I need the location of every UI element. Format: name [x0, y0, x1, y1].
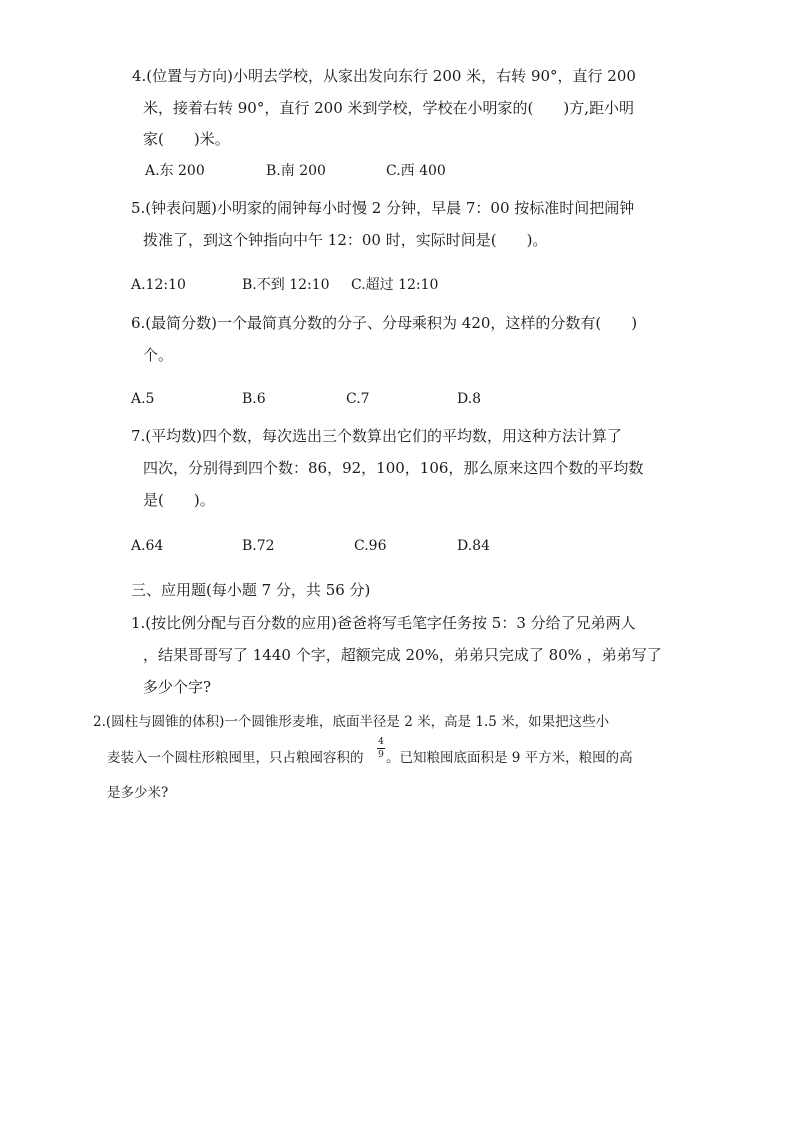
q6-option-b: B.6 — [242, 391, 266, 407]
q7-option-b: B.72 — [242, 538, 275, 554]
q4-option-a: A.东 200 — [145, 163, 205, 179]
q6-line-2: 个。 — [143, 346, 174, 364]
p2-line-2-end: 。已知粮囤底面积是 9 平方米，粮囤的高 — [386, 750, 633, 766]
q5-option-c: C.超过 12:10 — [351, 277, 439, 293]
q7-line-2: 四次，分别得到四个数：86，92，100，106，那么原来这四个数的平均数 — [143, 459, 644, 477]
q4-line-3: 家( )米。 — [143, 130, 230, 148]
p1-line-3: 多少个字? — [143, 678, 212, 696]
q7-line-3: 是( )。 — [143, 491, 215, 509]
q7-option-d: D.84 — [457, 538, 490, 554]
q7-option-c: C.96 — [354, 538, 387, 554]
q6-option-d: D.8 — [457, 391, 482, 407]
q5-option-b: B.不到 12:10 — [242, 277, 330, 293]
p2-fraction-numerator: 4 — [378, 737, 384, 747]
q6-option-c: C.7 — [346, 391, 370, 407]
p2-fraction-denominator: 9 — [378, 750, 384, 760]
q5-option-a: A.12:10 — [131, 277, 186, 293]
q4-line-2: 米，接着右转 90°，直行 200 米到学校，学校在小明家的( )方,距小明 — [143, 99, 634, 117]
p1-line-1: 1.(按比例分配与百分数的应用)爸爸将写毛笔字任务按 5：3 分给了兄弟两人 — [131, 614, 636, 632]
p2-line-1: 2.(圆柱与圆锥的体积)一个圆锥形麦堆，底面半径是 2 米，高是 1.5 米，如果把这些小 — [93, 714, 610, 730]
q5-line-1: 5.(钟表问题)小明家的闹钟每小时慢 2 分钟，早晨 7：00 按标准时间把闹钟 — [131, 199, 635, 217]
p1-line-2: ，结果哥哥写了 1440 个字，超额完成 20%，弟弟只完成了 80% ，弟弟写了 — [143, 646, 662, 664]
q6-option-a: A.5 — [131, 391, 155, 407]
q7-line-1: 7.(平均数)四个数，每次选出三个数算出它们的平均数，用这种方法计算了 — [131, 427, 623, 445]
p2-fraction-bar — [377, 748, 385, 749]
q5-line-2: 拨准了，到这个钟指向中午 12：00 时，实际时间是( )。 — [143, 231, 548, 249]
q7-option-a: A.64 — [131, 538, 164, 554]
q4-line-1: 4.(位置与方向)小明去学校，从家出发向东行 200 米，右转 90°，直行 200 — [132, 67, 636, 85]
q4-option-c: C.西 400 — [386, 163, 446, 179]
section-3-heading: 三、应用题(每小题 7 分，共 56 分) — [131, 581, 371, 599]
q4-option-b: B.南 200 — [266, 163, 326, 179]
p2-line-3: 是多少米? — [107, 785, 169, 801]
q6-line-1: 6.(最简分数)一个最简真分数的分子、分母乘积为 420，这样的分数有( ) — [131, 314, 638, 332]
p2-fraction — [376, 737, 386, 760]
p2-line-2-start: 麦装入一个圆柱形粮囤里，只占粮囤容积的 — [107, 750, 364, 766]
